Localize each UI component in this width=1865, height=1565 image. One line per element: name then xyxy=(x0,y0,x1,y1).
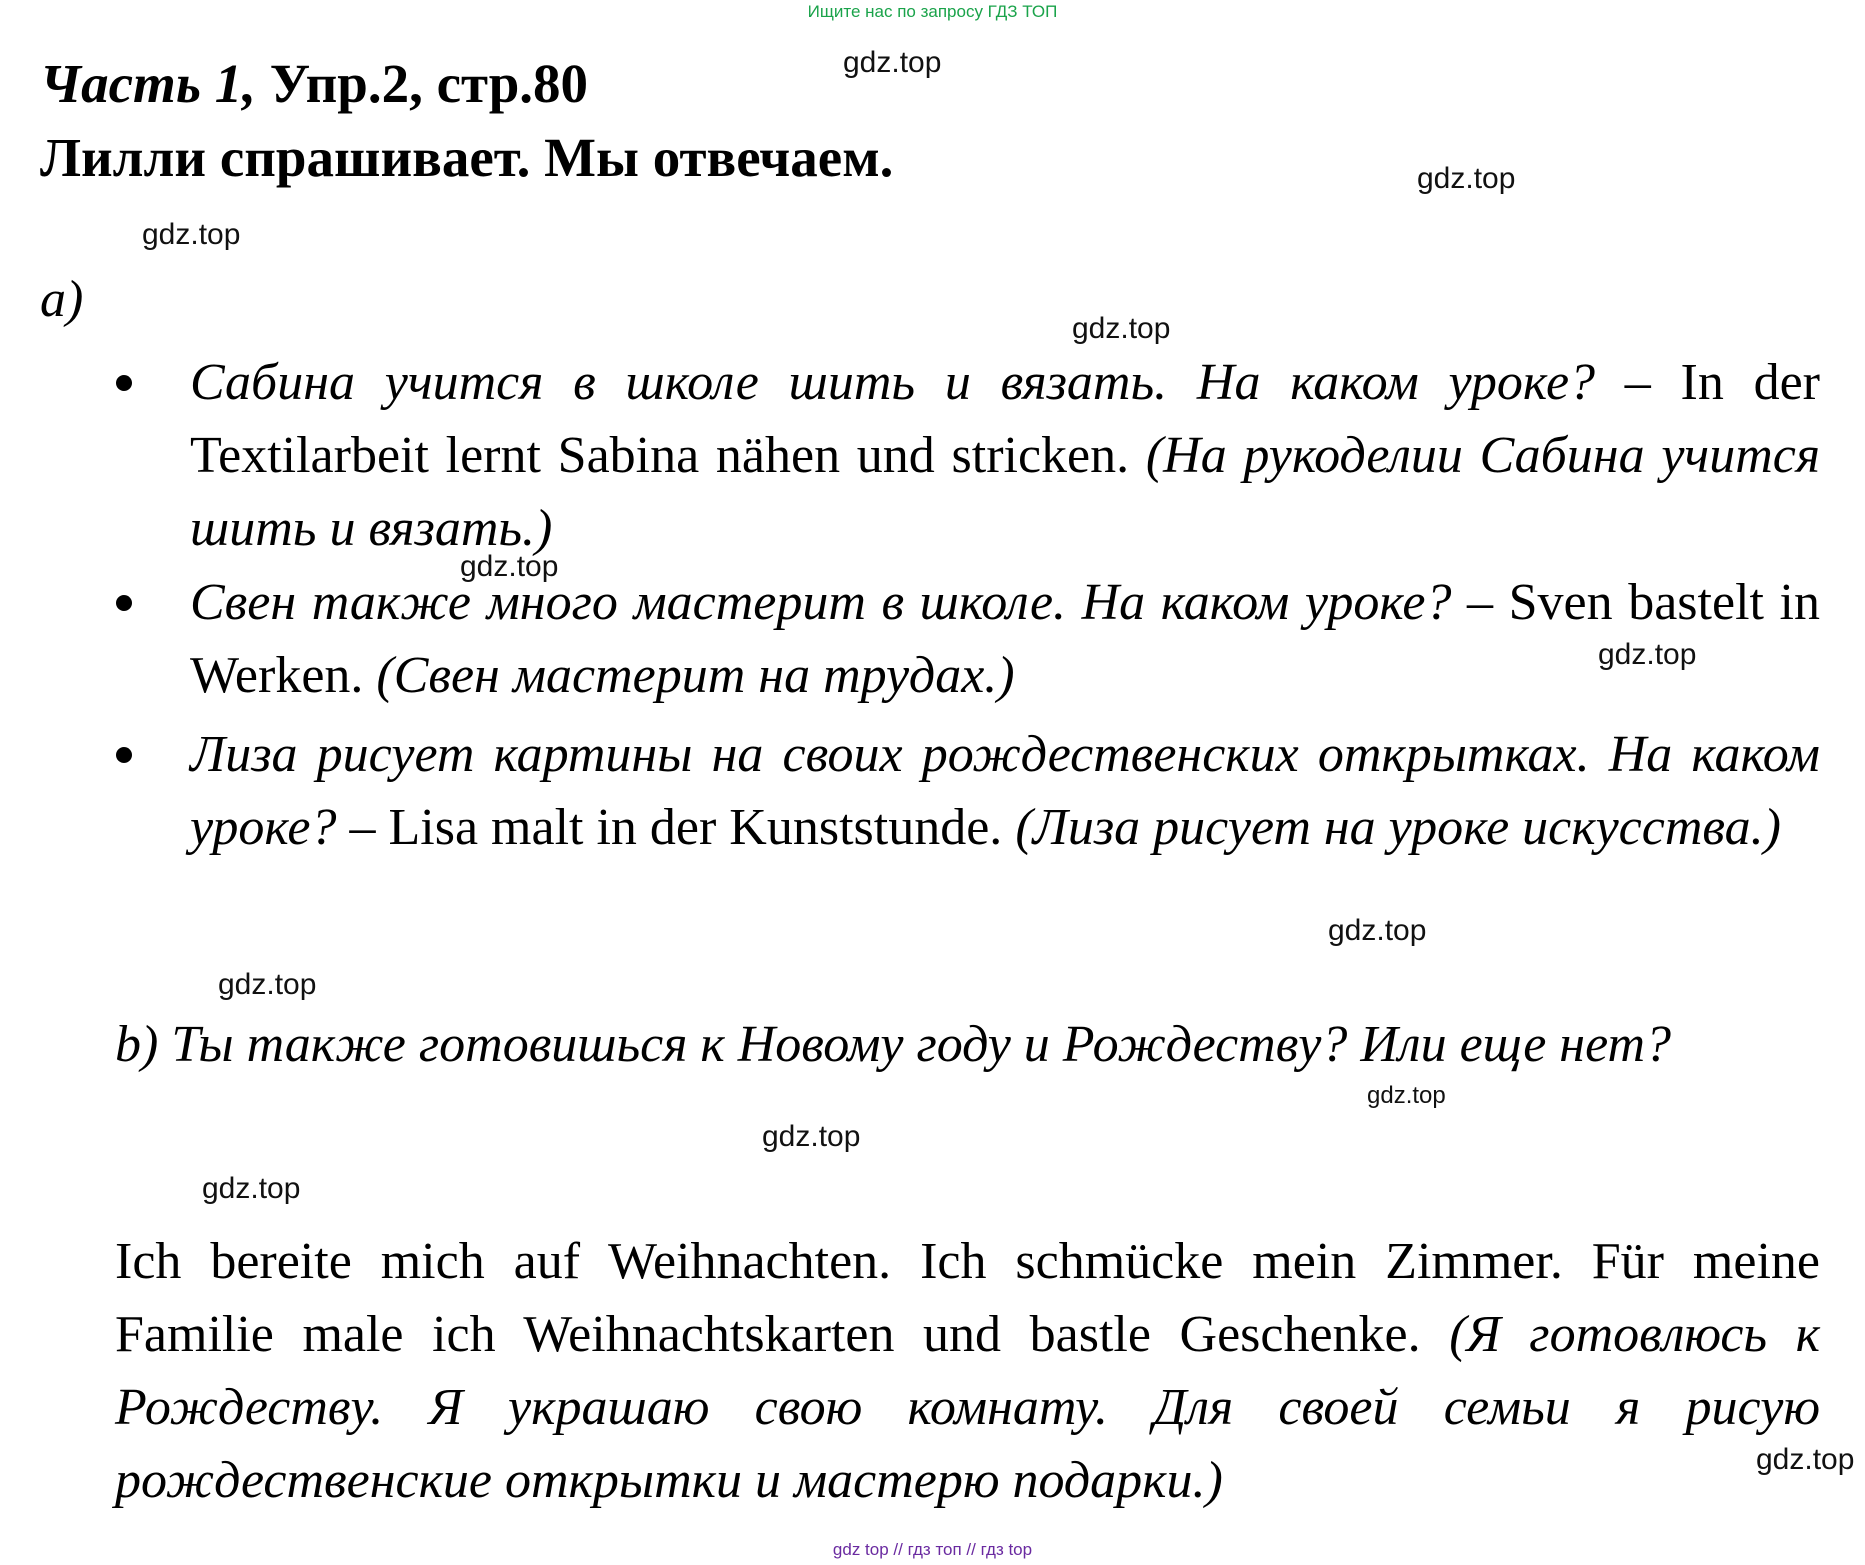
watermark: gdz.top xyxy=(1072,312,1171,345)
translation-text: (Лиза рисует на уроке искусства.) xyxy=(1002,799,1781,856)
watermark: gdz.top xyxy=(1367,1082,1446,1109)
watermark: gdz.top xyxy=(843,46,942,79)
dash: – xyxy=(1595,354,1681,411)
question-text: Лиза рисует картины на своих рождественских открытках. На каком уроке? xyxy=(190,726,1820,856)
watermark: gdz.top xyxy=(1756,1443,1855,1476)
section-a-label: a) xyxy=(40,271,84,328)
watermark: gdz.top xyxy=(202,1172,301,1205)
dash: – xyxy=(336,799,389,856)
translation-text: (Я готовлюсь к Рождеству. Я украшаю свою комнату. Для своей семьи я рисую рождественские открытки и мастерю подарки.) xyxy=(115,1306,1820,1509)
title-part: Часть 1, xyxy=(40,53,256,114)
list-item xyxy=(190,346,1820,565)
dash: – xyxy=(1451,574,1509,631)
answer-text: Sven bastelt in Werken. xyxy=(190,574,1820,704)
answer-text: In der Textilarbeit lernt Sabina nähen und stricken. xyxy=(190,354,1820,484)
section-b-question: b) Ты также готовишься к Новому году и Рождеству? Или еще нет? xyxy=(115,1016,1672,1073)
list-item xyxy=(190,566,1820,712)
page-title xyxy=(40,52,588,115)
translation-text: (Свен мастерит на трудах.) xyxy=(363,647,1015,704)
watermark: gdz.top xyxy=(460,550,559,583)
watermark: gdz.top xyxy=(1598,638,1697,671)
watermark: gdz.top xyxy=(1328,914,1427,947)
list-item xyxy=(190,718,1820,864)
translation-text: (На рукоделии Сабина учится шить и вязать.) xyxy=(190,427,1821,557)
question-text: Сабина учится в школе шить и вязать. На каком уроке? xyxy=(190,354,1596,411)
answer-text: Lisa malt in der Kunststunde. xyxy=(388,799,1003,856)
search-banner[interactable]: Ищите нас по запросу ГДЗ ТОП xyxy=(807,2,1058,21)
watermark: gdz.top xyxy=(1417,162,1516,195)
answer-text: Ich bereite mich auf Weihnachten. Ich schmücke mein Zimmer. Für meine Familie male ich Weihnachtskarten und bastle Geschenke. xyxy=(115,1233,1820,1363)
page-subtitle: Лилли спрашивает. Мы отвечаем. xyxy=(40,127,894,188)
watermark: gdz.top xyxy=(218,968,317,1001)
footer-links[interactable]: gdz top // гдз топ // гдз top xyxy=(832,1540,1033,1559)
title-exercise: Упр.2, стр.80 xyxy=(255,53,589,114)
section-b-answer xyxy=(115,1225,1820,1517)
watermark: gdz.top xyxy=(142,218,241,251)
watermark: gdz.top xyxy=(762,1120,861,1153)
question-text: Свен также много мастерит в школе. На каком уроке? xyxy=(190,574,1452,631)
